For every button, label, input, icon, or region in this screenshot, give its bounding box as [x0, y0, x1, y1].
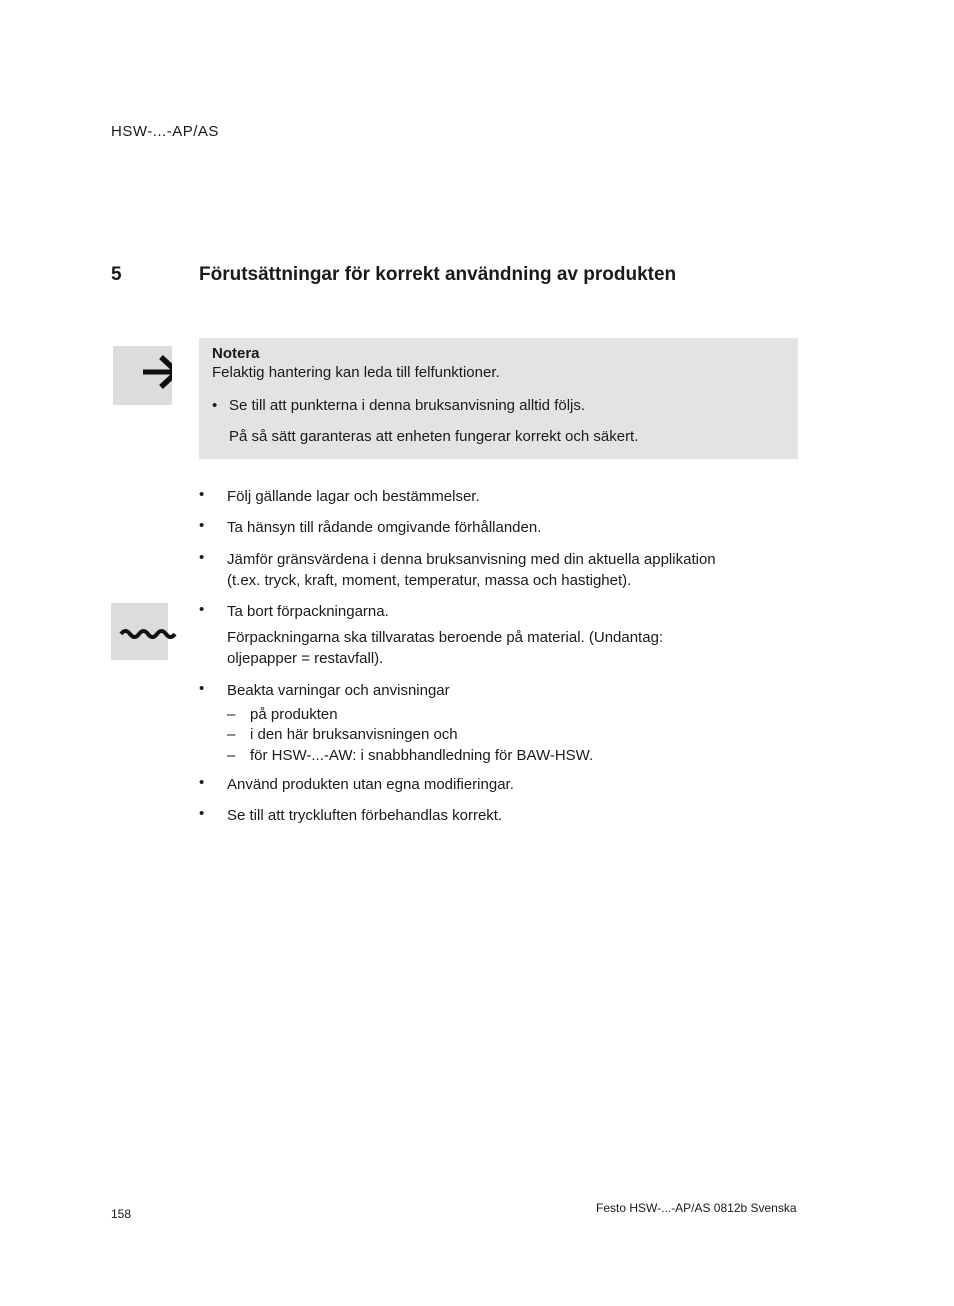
- note-title: Notera: [212, 345, 260, 362]
- sub-item-quickguide: för HSW-...-AW: i snabbhandledning för BAW-HSW.: [250, 747, 594, 764]
- bullet-symbol: •: [199, 680, 205, 697]
- arrow-right-icon: [113, 346, 172, 405]
- bullet-symbol: •: [199, 601, 205, 618]
- note-text: Felaktig hantering kan leda till felfunktioner.: [212, 364, 500, 381]
- bullet-symbol: •: [199, 486, 205, 503]
- sub-item-product: på produkten: [250, 706, 338, 723]
- list-item-limits-line1: Jämför gränsvärdena i denna bruksanvisning med din aktuella applikation: [227, 551, 716, 568]
- note-result-text: På så sätt garanteras att enheten fungerar korrekt och säkert.: [229, 428, 639, 445]
- packaging-note-line1: Förpackningarna ska tillvaratas beroende på material. (Undantag:: [227, 629, 664, 646]
- note-box: [199, 338, 798, 459]
- list-item-laws: Följ gällande lagar och bestämmelser.: [227, 488, 480, 505]
- bullet-symbol: •: [199, 517, 205, 534]
- header-doc-code: HSW-...-AP/AS: [111, 123, 219, 140]
- dash-symbol: –: [227, 747, 236, 764]
- environment-wave-icon: [111, 603, 181, 660]
- footer-doc-info: Festo HSW-...-AP/AS 0812b Svenska: [596, 1201, 797, 1215]
- sub-item-manual: i den här bruksanvisningen och: [250, 726, 458, 743]
- packaging-note-line2: oljepapper = restavfall).: [227, 650, 384, 667]
- note-icon-box: [113, 346, 172, 405]
- list-item-limits-line2: (t.ex. tryck, kraft, moment, temperatur, massa och hastighet).: [227, 572, 632, 589]
- note-bullet-text: Se till att punkterna i denna bruksanvisning alltid följs.: [229, 397, 586, 414]
- dash-symbol: –: [227, 706, 236, 723]
- bullet-symbol: •: [199, 549, 205, 566]
- list-item-warnings: Beakta varningar och anvisningar: [227, 682, 450, 699]
- list-item-no-modify: Använd produkten utan egna modifieringar.: [227, 776, 514, 793]
- note-bullet-symbol: •: [212, 397, 218, 414]
- list-item-packaging: Ta bort förpackningarna.: [227, 603, 389, 620]
- list-item-ambient: Ta hänsyn till rådande omgivande förhållanden.: [227, 519, 542, 536]
- bullet-symbol: •: [199, 805, 205, 822]
- section-number: 5: [111, 264, 122, 285]
- list-item-air: Se till att tryckluften förbehandlas korrekt.: [227, 807, 503, 824]
- section-title: Förutsättningar för korrekt användning av produkten: [199, 264, 677, 285]
- environment-icon-box: [111, 603, 168, 660]
- dash-symbol: –: [227, 726, 236, 743]
- bullet-symbol: •: [199, 774, 205, 791]
- footer-page-number: 158: [111, 1207, 132, 1221]
